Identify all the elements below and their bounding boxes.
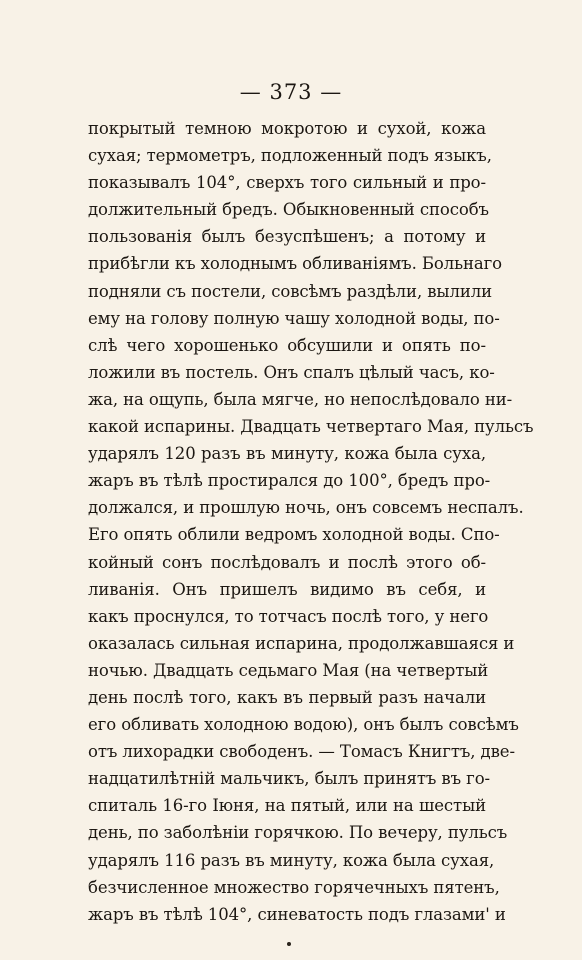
text-line: слѣ чего хорошенько обсушили и опять по- <box>88 335 486 355</box>
text-line: отъ лихорадки свободенъ. — Томасъ Книгтъ, две- <box>88 742 515 762</box>
text-line: ударялъ 120 разъ въ минуту, кожа была суха, <box>88 444 486 464</box>
text-line: его обливать холодною водою), онъ былъ совсѣмъ <box>88 715 519 735</box>
text-line: жаръ въ тѣлѣ 104°, синеватость подъ глазами' и <box>88 904 506 924</box>
text-line: день послѣ того, какъ въ первый разъ начали <box>88 687 486 707</box>
text-line: спиталь 16-го Іюня, на пятый, или на шестый <box>88 796 486 816</box>
text-line: жа, на ощупь, была мягче, но непослѣдовало ни- <box>88 389 513 409</box>
text-line: должительный бредъ. Обыкновенный способъ <box>88 200 489 220</box>
text-line: ночью. Двадцать седьмаго Мая (на четвертый <box>88 660 489 680</box>
text-line: должался, и прошлую ночь, онъ совсемъ неспалъ. <box>88 498 524 518</box>
text-line: день, по заболѣніи горячкою. По вечеру, пульсъ <box>88 823 508 843</box>
body-text <box>88 115 534 928</box>
text-line: койный сонъ послѣдовалъ и послѣ этого об- <box>88 552 486 572</box>
text-line: подняли съ постели, совсѣмъ раздѣли, вылили <box>88 281 493 301</box>
text-line: какъ проснулся, то тотчасъ послѣ того, у него <box>88 606 489 626</box>
text-line: ударялъ 116 разъ въ минуту, кожа была сухая, <box>88 850 495 870</box>
text-line: какой испарины. Двадцать четвертаго Мая, пульсъ <box>88 417 534 437</box>
text-line: сухая; термометръ, подложенный подъ языкъ, <box>88 146 492 166</box>
text-line: оказалась сильная испарина, продолжавшаяся и <box>88 633 515 653</box>
text-line: показывалъ 104°, сверхъ того сильный и про- <box>88 173 486 193</box>
text-line: надцатилѣтній мальчикъ, былъ принятъ въ го- <box>88 769 490 789</box>
page-number: — 373 — <box>239 80 343 104</box>
text-line: жаръ въ тѣлѣ простирался до 100°, бредъ про- <box>88 471 491 491</box>
text-line: прибѣгли къ холоднымъ обливаніямъ. Больнаго <box>88 254 503 274</box>
text-line: ливанія. Онъ пришелъ видимо въ себя, и <box>88 579 486 599</box>
text-line: Его опять облили ведромъ холодной воды. Спо- <box>88 525 500 545</box>
text-line: пользованія былъ безуспѣшенъ; а потому и <box>88 227 486 247</box>
text-line: ложили въ постель. Онъ спалъ цѣлый часъ, ко- <box>88 362 495 382</box>
text-line: ему на голову полную чашу холодной воды, по- <box>88 308 500 328</box>
text-line: покрытый темною мокротою и сухой, кожа <box>88 119 486 138</box>
print-speck <box>287 942 291 946</box>
text-line: безчисленное множество горячечныхъ пятенъ, <box>88 877 500 897</box>
